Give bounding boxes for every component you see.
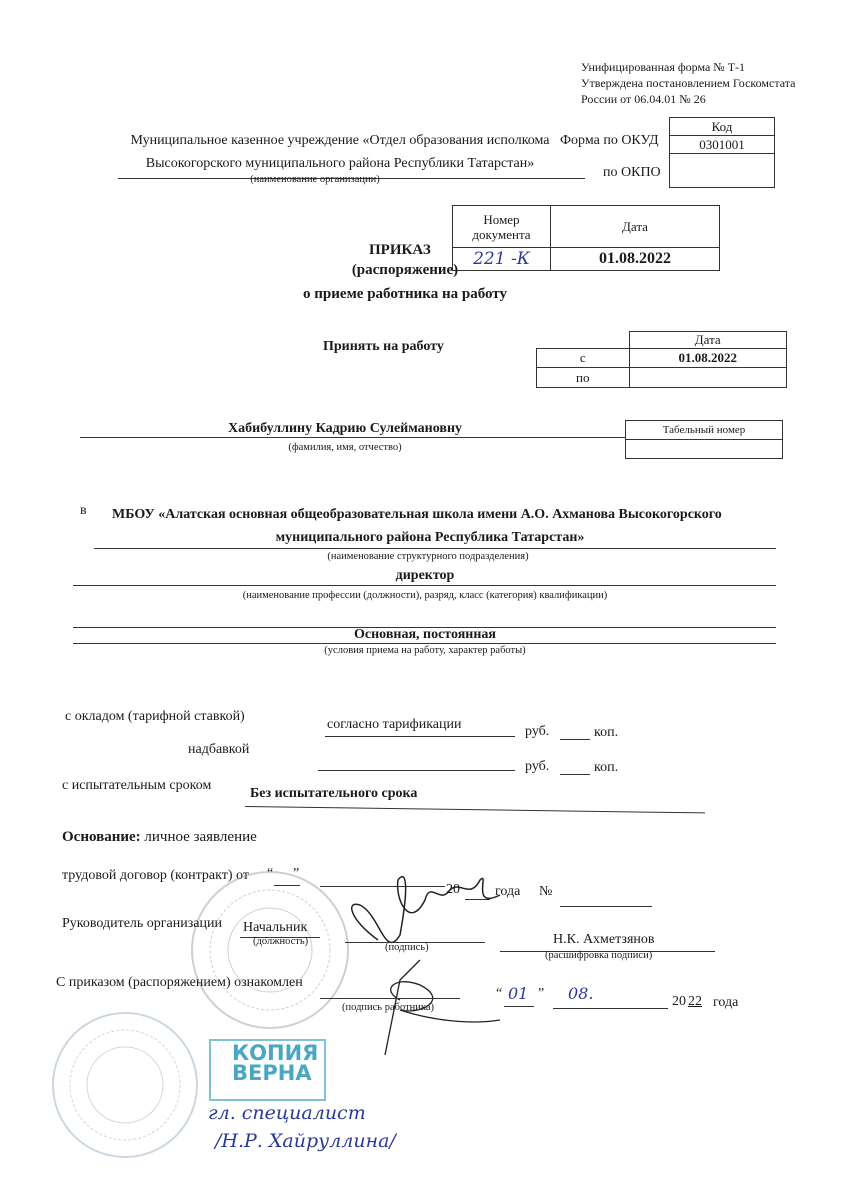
probation-value: Без испытательного срока	[250, 786, 418, 801]
position-value: директор	[395, 568, 455, 583]
salary-kop: коп.	[594, 725, 619, 740]
contract-quote-open: “	[267, 866, 274, 881]
doc-subtitle: (распоряжение)	[351, 262, 459, 278]
contract-label: трудовой договор (контракт) от	[62, 868, 249, 883]
contract-quote-close: ”	[293, 866, 300, 881]
hire-to-label: по	[537, 368, 630, 388]
conditions-value: Основная, постоянная	[353, 627, 497, 642]
copy-stamp	[232, 1043, 318, 1083]
position-caption: (наименование профессии (должности), разряд, класс (категория) квалификации)	[242, 590, 608, 601]
hire-from-value: 01.08.2022	[629, 349, 787, 368]
hire-label: Принять на работу	[323, 339, 444, 354]
ack-year: 22	[688, 994, 702, 1009]
round-seal-blue-icon	[53, 1013, 197, 1157]
contract-year-suffix: года	[495, 884, 521, 899]
ack-year-suffix: года	[713, 995, 739, 1010]
okud-label: Форма по ОКУД	[560, 133, 659, 148]
doc-number-header: Номер документа	[453, 206, 551, 248]
head-name-caption: (расшифровка подписи)	[545, 950, 653, 961]
tab-number-header: Табельный номер	[626, 421, 783, 440]
basis-value: личное заявление	[144, 829, 257, 845]
doc-title: ПРИКАЗ	[369, 242, 431, 258]
unit-line1: МБОУ «Алатская основная общеобразовательная школа имени А.О. Ахманова Высокогорского	[112, 507, 722, 522]
head-name: Н.К. Ахметзянов	[553, 932, 655, 947]
salary-value: согласно тарификации	[327, 717, 462, 732]
ack-quote-open: “	[496, 986, 503, 1001]
conditions-caption: (условия приема на работу, характер работы)	[324, 645, 526, 656]
ack-day: 01	[508, 984, 529, 1003]
okpo-label: по ОКПО	[603, 165, 661, 180]
salary-rub: руб.	[525, 724, 550, 739]
basis-label: Основание:	[62, 829, 141, 845]
bonus-label: надбавкой	[188, 742, 250, 757]
okud-value: 0301001	[670, 136, 775, 154]
hire-date-header: Дата	[629, 332, 787, 349]
doc-date: 01.08.2022	[551, 248, 720, 271]
employee-name: Хабибуллину Кадрию Сулеймановну	[227, 421, 463, 436]
employee-signature-caption: (подпись работника)	[342, 1002, 435, 1013]
org-name-line1: Муниципальное казенное учреждение «Отдел образования исполкома	[130, 133, 550, 148]
unit-caption: (наименование структурного подразделения)	[327, 551, 529, 562]
ack-year-prefix: 20	[672, 994, 686, 1009]
unit-line2: муниципального района Республика Татарстан»	[275, 530, 585, 545]
hire-from-label: с	[537, 349, 630, 368]
copy-stamp-line2: ВЕРНА	[232, 1061, 312, 1085]
certifier-title: гл. специалист	[208, 1102, 366, 1124]
contract-year-prefix: 20	[446, 882, 460, 897]
org-name-caption: (наименование организации)	[250, 174, 380, 185]
form-header-line3: России от 06.04.01 № 26	[581, 92, 706, 106]
doc-number: 221 -К	[453, 248, 551, 271]
doc-date-header: Дата	[551, 206, 720, 248]
certifier-name: /Н.Р. Хайруллина/	[215, 1130, 396, 1152]
head-position: Начальник	[243, 920, 308, 935]
contract-number-label: №	[539, 884, 553, 899]
round-seal-icon	[192, 872, 348, 1028]
unit-prefix: в	[80, 503, 87, 518]
form-header-line2: Утверждена постановлением Госкомстата	[581, 76, 796, 90]
bonus-kop: коп.	[594, 760, 619, 775]
head-signature-caption: (подпись)	[385, 942, 429, 953]
probation-label: с испытательным сроком	[62, 778, 212, 793]
ack-quote-close: ”	[538, 986, 545, 1001]
employee-name-caption: (фамилия, имя, отчество)	[288, 442, 402, 453]
org-name-line2: Высокогорского муниципального района Республики Татарстан»	[145, 156, 535, 171]
codes-header: Код	[670, 118, 775, 136]
copy-stamp-line1: КОПИЯ	[232, 1041, 319, 1065]
head-signature-icon	[352, 877, 500, 943]
bonus-rub: руб.	[525, 759, 550, 774]
form-header-line1: Унифицированная форма № Т-1	[581, 60, 746, 74]
salary-label: с окладом (тарифной ставкой)	[65, 709, 245, 724]
ack-label: С приказом (распоряжением) ознакомлен	[56, 975, 303, 990]
ack-month: 08.	[568, 984, 594, 1003]
doc-subject: о приеме работника на работу	[303, 286, 507, 302]
head-label: Руководитель организации	[62, 916, 222, 931]
head-position-caption: (должность)	[253, 936, 309, 947]
